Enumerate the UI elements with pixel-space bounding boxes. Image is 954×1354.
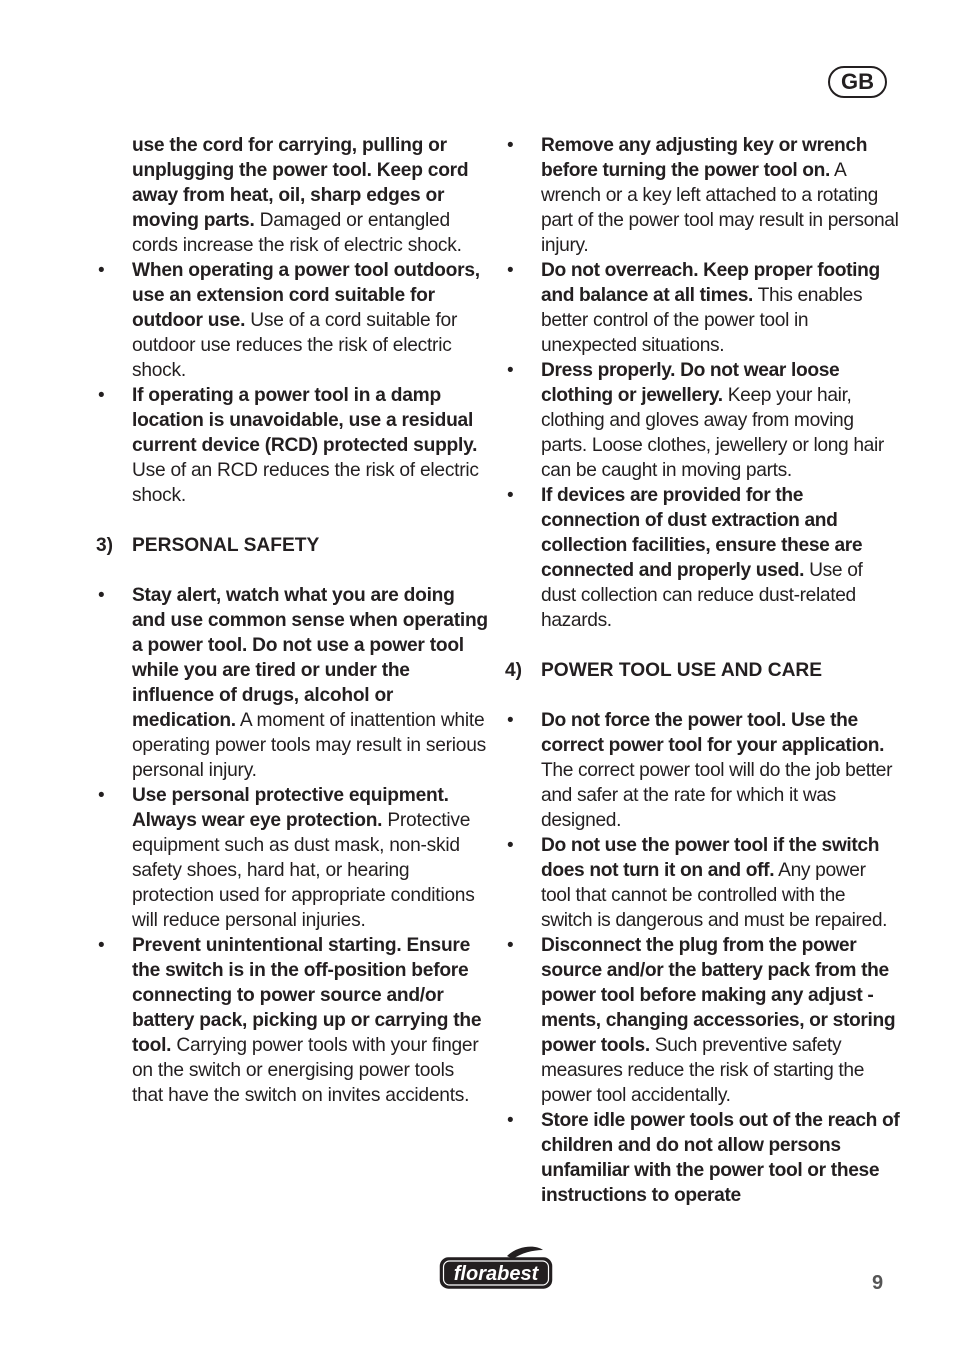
item-text: Carrying power tools with your finger on the switch or energising power tools that have the switch on invites accidents. <box>132 1035 479 1106</box>
item-bold: Prevent unintentional starting. Ensure the switch is in the off-position before connecting to power source and/or battery pack, picking up or carrying the tool. <box>132 935 482 1056</box>
bullet: • <box>507 710 514 731</box>
bullet: • <box>98 785 105 806</box>
bullet: • <box>98 260 105 281</box>
list-item <box>96 383 488 508</box>
section-heading-power-tool-use <box>505 658 900 683</box>
item-text: Use of dust collection can reduce dust-related hazards. <box>541 560 863 631</box>
list-item <box>505 933 900 1108</box>
item-text: The correct power tool will do the job better and safer at the rate for which it was designed. <box>541 760 893 831</box>
section-title: POWER TOOL USE AND CARE <box>541 660 823 681</box>
florabest-logo <box>439 1244 553 1290</box>
item-bold: Do not overreach. Keep proper footing and balance at all times. <box>541 260 880 306</box>
bullet: • <box>507 485 514 506</box>
intro-text: Damaged or entangled cords increase the risk of electric shock. <box>132 210 462 256</box>
item-bold: Do not use the power tool if the switch does not turn it on and off. <box>541 835 880 881</box>
list-item <box>505 833 900 933</box>
bullet: • <box>507 360 514 381</box>
item-bold: Do not force the power tool. Use the correct power tool for your application. <box>541 710 885 756</box>
bullet: • <box>507 260 514 281</box>
item-bold: Store idle power tools out of the reach of children and do not allow persons unfamiliar with the power tool or these instructions to operate <box>541 1110 900 1206</box>
list-item <box>505 483 900 633</box>
item-bold: Disconnect the plug from the power source and/or the battery pack from the power tool before making any adjust -ments, changing accessories, or storing power tools. <box>541 935 896 1056</box>
section-number: 4) <box>505 660 523 681</box>
item-text: Use of a cord suitable for outdoor use reduces the risk of electric shock. <box>132 310 458 381</box>
list-item <box>505 133 900 258</box>
left-column <box>96 133 488 1108</box>
item-text: Keep your hair, clothing and gloves away from moving parts. Loose clothes, jewellery or long hair can be caught in moving parts. <box>541 385 884 481</box>
list-item <box>505 708 900 833</box>
bullet: • <box>507 935 514 956</box>
list-item <box>96 783 488 933</box>
item-bold: If devices are provided for the connection of dust extraction and collection facilities, ensure these are connected and properly used. <box>541 485 863 581</box>
intro-bold: use the cord for carrying, pulling or unplugging the power tool. Keep cord away from heat, oil, sharp edges or moving parts. <box>132 135 469 231</box>
list-item <box>505 1108 900 1208</box>
item-text: Any power tool that cannot be controlled with the switch is dangerous and must be repaired. <box>541 860 888 931</box>
item-text: This enables better control of the power tool in unexpected situations. <box>541 285 863 356</box>
list-item <box>96 933 488 1108</box>
bullet: • <box>98 585 105 606</box>
list-item <box>96 583 488 783</box>
list-item <box>505 258 900 358</box>
list-item <box>96 258 488 383</box>
item-text: Such preventive safety measures reduce the risk of starting the power tool accidentally. <box>541 1035 865 1106</box>
bullet: • <box>98 385 105 406</box>
logo-text: florabest <box>453 1263 539 1285</box>
leaf-icon <box>507 1247 543 1259</box>
item-bold: When operating a power tool outdoors, use an extension cord suitable for outdoor use. <box>132 260 480 331</box>
item-bold: Stay alert, watch what you are doing and use common sense when operating a power tool. Do not use a power tool while you are tired or under the influence of drugs, alcohol or medication. <box>132 585 488 731</box>
item-bold: Use personal protective equipment. Always wear eye protection. <box>132 785 449 831</box>
right-column <box>505 133 900 1208</box>
bullet: • <box>98 935 105 956</box>
item-bold: Remove any adjusting key or wrench before turning the power tool on. <box>541 135 868 181</box>
item-text: Protective equipment such as dust mask, non-skid safety shoes, hard hat, or hearing protection used for appropriate conditions will reduce personal injuries. <box>132 810 475 931</box>
section-number: 3) <box>96 535 114 556</box>
bullet: • <box>507 835 514 856</box>
page-number: 9 <box>872 1272 884 1294</box>
item-text: A wrench or a key left attached to a rotating part of the power tool may result in personal injury. <box>541 160 899 256</box>
item-text: A moment of inattention white operating power tools may result in serious personal injury. <box>132 710 486 781</box>
bullet: • <box>507 135 514 156</box>
language-badge: GB <box>828 66 887 98</box>
item-text: Use of an RCD reduces the risk of electric shock. <box>132 460 479 506</box>
section-title: PERSONAL SAFETY <box>132 535 320 556</box>
bullet: • <box>507 1110 514 1131</box>
intro-paragraph <box>96 133 488 258</box>
section-heading-personal-safety <box>96 533 488 558</box>
item-bold: Dress properly. Do not wear loose clothing or jewellery. <box>541 360 840 406</box>
item-bold: If operating a power tool in a damp location is unavoidable, use a residual current device (RCD) protected supply. <box>132 385 478 456</box>
list-item <box>505 358 900 483</box>
